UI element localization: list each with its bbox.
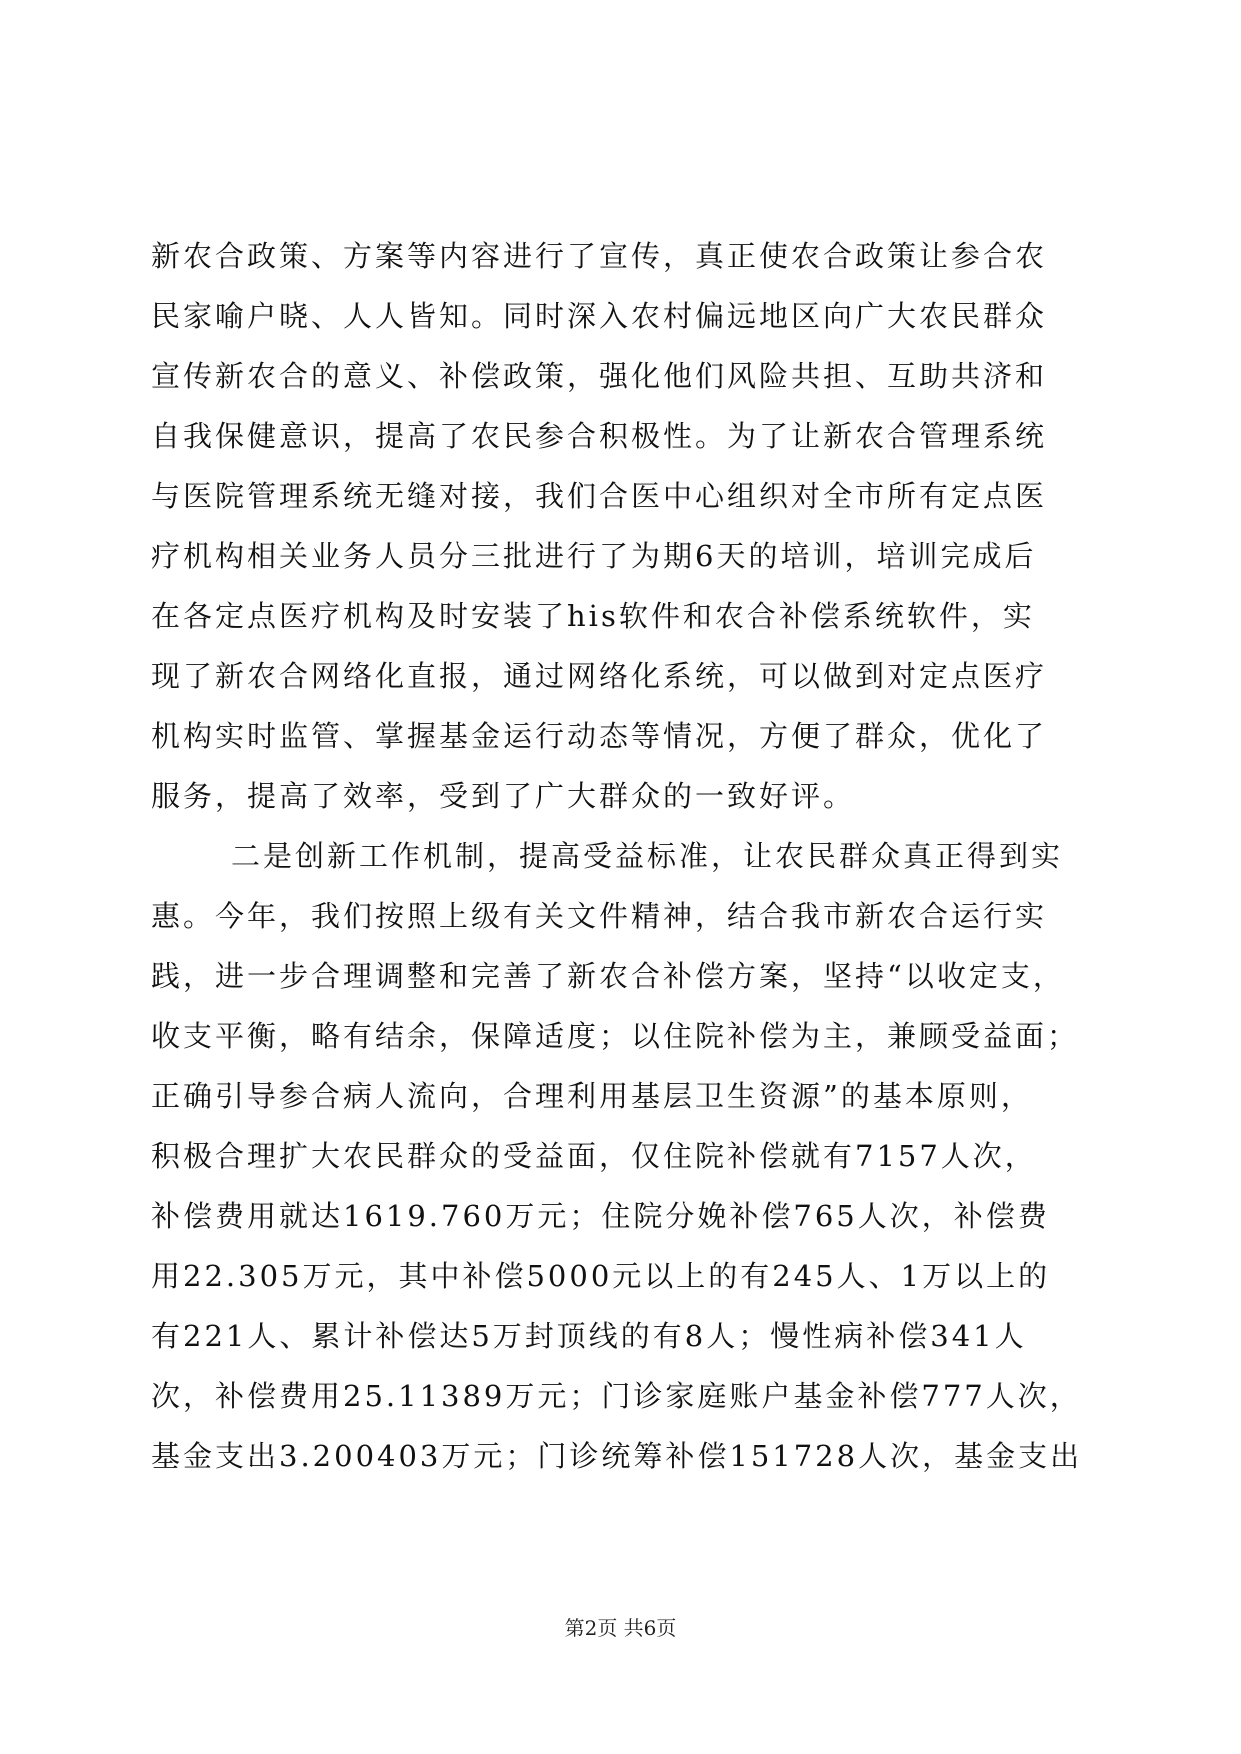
- text-line: 在各定点医疗机构及时安装了his软件和农合补偿系统软件，实: [151, 599, 1035, 633]
- text-line: 自我保健意识，提高了农民参合积极性。为了让新农合管理系统: [151, 419, 1048, 453]
- document-body: [151, 226, 1091, 1486]
- text-line: 用22.305万元，其中补偿5000元以上的有245人、1万以上的: [151, 1259, 1051, 1293]
- text-line: 惠。今年，我们按照上级有关文件精神，结合我市新农合运行实: [151, 899, 1048, 933]
- text-line: 新农合政策、方案等内容进行了宣传，真正使农合政策让参合农: [151, 239, 1048, 273]
- text-line: 机构实时监管、掌握基金运行动态等情况，方便了群众，优化了: [151, 719, 1048, 753]
- text-line: 积极合理扩大农民群众的受益面，仅住院补偿就有7157人次，: [151, 1139, 1037, 1173]
- text-line: 服务，提高了效率，受到了广大群众的一致好评。: [151, 779, 856, 813]
- page-number-footer: 第2页 共6页: [564, 1616, 677, 1640]
- text-line: 次，补偿费用25.11389万元；门诊家庭账户基金补偿777人次，: [151, 1379, 1082, 1413]
- paragraph-start-line: 二是创新工作机制，提高受益标准，让农民群众真正得到实: [231, 839, 1064, 873]
- text-line: 现了新农合网络化直报，通过网络化系统，可以做到对定点医疗: [151, 659, 1048, 693]
- text-line: 疗机构相关业务人员分三批进行了为期6天的培训，培训完成后: [151, 539, 1037, 573]
- text-line: 基金支出3.200403万元；门诊统筹补偿151728人次，基金支出: [151, 1439, 1083, 1473]
- text-line: 有221人、累计补偿达5万封顶线的有8人；慢性病补偿341人: [151, 1319, 1027, 1353]
- text-line: 民家喻户晓、人人皆知。同时深入农村偏远地区向广大农民群众: [151, 299, 1048, 333]
- text-line: 宣传新农合的意义、补偿政策，强化他们风险共担、互助共济和: [151, 359, 1048, 393]
- text-line: 补偿费用就达1619.760万元；住院分娩补偿765人次，补偿费: [151, 1199, 1050, 1233]
- text-line: 收支平衡，略有结余，保障适度；以住院补偿为主，兼顾受益面；: [151, 1019, 1080, 1053]
- text-line: 与医院管理系统无缝对接，我们合医中心组织对全市所有定点医: [151, 479, 1048, 513]
- text-line: 践，进一步合理调整和完善了新农合补偿方案，坚持“以收定支，: [151, 959, 1065, 993]
- text-line: 正确引导参合病人流向，合理利用基层卫生资源”的基本原则，: [151, 1079, 1033, 1113]
